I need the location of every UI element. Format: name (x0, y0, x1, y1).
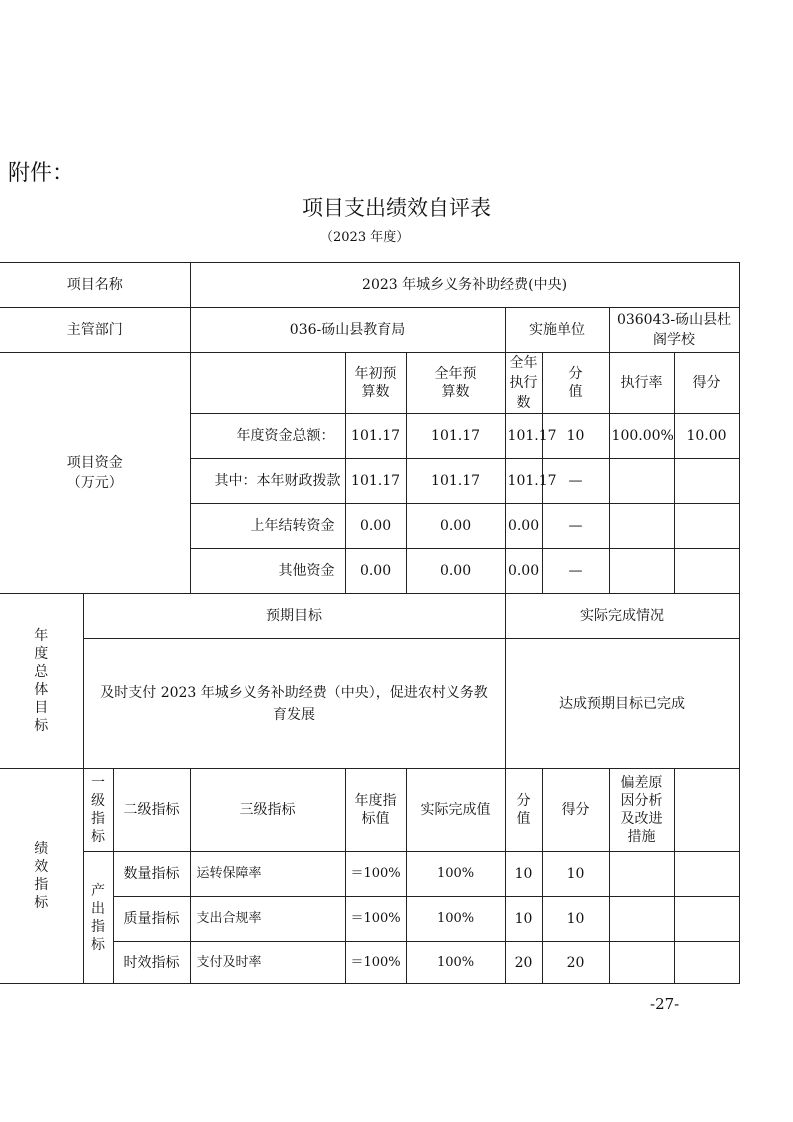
funds-row-label: 其他资金 (190, 549, 345, 594)
extra-blank-cell (674, 852, 739, 897)
actual-cell: 100% (406, 852, 505, 897)
funds-label-line2: （万元） (66, 475, 123, 491)
table-row (0, 639, 739, 769)
header-score: 得分 (674, 353, 739, 414)
level3-cell: 支付及时率 (190, 942, 345, 984)
funds-cell: 10.00 (674, 414, 739, 459)
actual-goal-text: 达成预期目标已完成 (505, 639, 739, 769)
funds-cell: 0.00 (345, 549, 406, 594)
level1-value: 产 出 指 标 (83, 852, 113, 984)
table-row (0, 308, 739, 353)
target-cell: ＝100% (345, 942, 406, 984)
project-name-value: 2023 年城乡义务补助经费(中央) (190, 263, 739, 308)
page-title: 项目支出绩效自评表 (302, 196, 491, 220)
expected-goal-text: 及时支付 2023 年城乡义务补助经费（中央），促进农村义务教育发展 (83, 639, 505, 769)
funds-header-blank (190, 353, 345, 414)
funds-row-label: 上年结转资金 (190, 504, 345, 549)
score-cell: 10 (542, 852, 609, 897)
actual-cell: 100% (406, 897, 505, 942)
funds-cell: — (542, 549, 609, 594)
unit-value: 036043-砀山县杜阁学校 (609, 308, 739, 353)
funds-cell: 0.00 (505, 549, 542, 594)
funds-cell: 0.00 (505, 504, 542, 549)
header-budget-initial: 年初预 算数 (345, 353, 406, 414)
level3-cell: 支出合规率 (190, 897, 345, 942)
project-name-label: 项目名称 (0, 263, 190, 308)
level3-header: 三级指标 (190, 769, 345, 852)
weight-cell: 10 (505, 897, 542, 942)
level2-header: 二级指标 (113, 769, 190, 852)
weight-cell: 20 (505, 942, 542, 984)
weight-header: 分 值 (505, 769, 542, 852)
funds-cell (609, 459, 674, 504)
goals-label: 年 度 总 体 目 标 (0, 594, 83, 769)
target-header: 年度指 标值 (345, 769, 406, 852)
year-subtitle: （2023 年度） (320, 230, 410, 245)
funds-row-label: 年度资金总额： (190, 414, 345, 459)
funds-cell: 101.17 (345, 459, 406, 504)
indicators-label: 绩 效 指 标 (0, 769, 83, 984)
funds-cell (609, 504, 674, 549)
funds-cell: 0.00 (345, 504, 406, 549)
extra-blank-cell (674, 897, 739, 942)
score-cell: 20 (542, 942, 609, 984)
unit-label: 实施单位 (505, 308, 609, 353)
funds-cell: 100.00% (609, 414, 674, 459)
dept-value: 036-砀山县教育局 (190, 308, 505, 353)
level2-cell: 质量指标 (113, 897, 190, 942)
header-rate: 执行率 (609, 353, 674, 414)
funds-label (0, 353, 190, 594)
funds-label-line1: 项目资金 (66, 455, 123, 471)
dept-label: 主管部门 (0, 308, 190, 353)
table-row (0, 852, 739, 897)
funds-cell: 101.17 (505, 459, 542, 504)
funds-cell: 101.17 (406, 459, 505, 504)
funds-cell: — (542, 459, 609, 504)
funds-cell (674, 459, 739, 504)
expected-goal-header: 预期目标 (83, 594, 505, 639)
funds-cell: 101.17 (406, 414, 505, 459)
deviation-cell (609, 897, 674, 942)
funds-cell: 101.17 (505, 414, 542, 459)
header-weight: 分 值 (542, 353, 609, 414)
funds-cell (674, 549, 739, 594)
funds-cell: 0.00 (406, 504, 505, 549)
attachment-label: 附件： (8, 161, 75, 186)
table-row (0, 263, 739, 308)
deviation-header: 偏差原 因分析 及改进 措施 (609, 769, 674, 852)
funds-cell (674, 504, 739, 549)
weight-cell: 10 (505, 852, 542, 897)
extra-blank-header (674, 769, 739, 852)
header-executed: 全年执行数 (505, 353, 542, 414)
funds-cell: 101.17 (345, 414, 406, 459)
table-row (0, 769, 739, 852)
actual-goal-header: 实际完成情况 (505, 594, 739, 639)
level2-cell: 数量指标 (113, 852, 190, 897)
funds-cell: — (542, 504, 609, 549)
level3-cell: 运转保障率 (190, 852, 345, 897)
funds-cell (609, 549, 674, 594)
score-header: 得分 (542, 769, 609, 852)
deviation-cell (609, 942, 674, 984)
page-number: -27- (650, 995, 680, 1013)
funds-row-label: 其中：本年财政拨款 (190, 459, 345, 504)
target-cell: ＝100% (345, 852, 406, 897)
level1-header: 一 级 指 标 (83, 769, 113, 852)
funds-cell: 10 (542, 414, 609, 459)
funds-cell: 0.00 (406, 549, 505, 594)
deviation-cell (609, 852, 674, 897)
target-cell: ＝100% (345, 897, 406, 942)
score-cell: 10 (542, 897, 609, 942)
evaluation-table (0, 262, 740, 984)
table-row (0, 594, 739, 639)
header-budget-full: 全年预 算数 (406, 353, 505, 414)
table-row (0, 353, 739, 414)
actual-cell: 100% (406, 942, 505, 984)
level2-cell: 时效指标 (113, 942, 190, 984)
extra-blank-cell (674, 942, 739, 984)
actual-value-header: 实际完成值 (406, 769, 505, 852)
